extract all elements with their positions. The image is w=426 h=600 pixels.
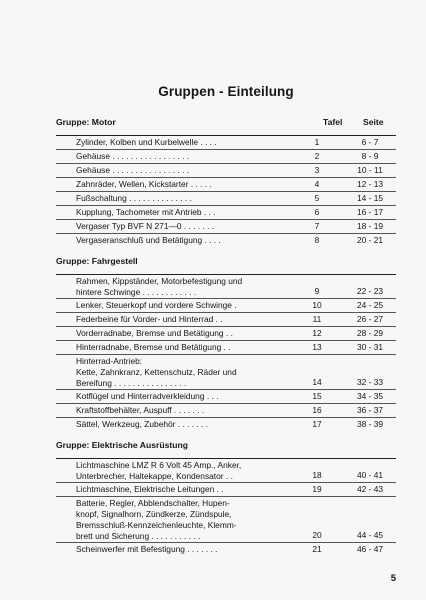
toc-page xyxy=(56,84,396,565)
entry-tafel: 16 xyxy=(312,405,322,415)
entry-seite: 18 - 19 xyxy=(356,221,384,231)
entry-title: Kraftstoffbehälter, Auspuff . . . . . . . xyxy=(76,405,205,415)
toc-entry xyxy=(56,342,396,354)
entry-divider xyxy=(56,417,396,418)
entry-divider xyxy=(56,354,396,355)
entry-title: Batterie, Regler, Abblendschalter, Hupen- knopf, Signalhorn, Zündkerze, Zündspule, Bremsschluß-Kennzeichenleuchte, Klemm- brett und Sicherung . . . . . . . . . . . xyxy=(76,498,237,541)
entry-tafel: 21 xyxy=(312,544,322,554)
entry-divider xyxy=(56,496,396,497)
toc-group xyxy=(56,117,396,247)
entry-divider xyxy=(56,163,396,164)
toc-entry xyxy=(56,193,396,205)
entry-seite: 14 - 15 xyxy=(356,193,384,203)
entry-title: Sättel, Werkzeug, Zubehör . . . . . . . xyxy=(76,419,209,429)
group-header xyxy=(56,440,396,453)
entry-divider xyxy=(56,177,396,178)
entry-seite: 28 - 29 xyxy=(356,328,384,338)
page-number: 5 xyxy=(390,573,396,584)
entry-title: Hinterradnabe, Bremse und Betätigung . . xyxy=(76,342,231,352)
entry-tafel: 12 xyxy=(312,328,322,338)
entry-seite: 40 - 41 xyxy=(356,470,384,480)
entry-title: Gehäuse . . . . . . . . . . . . . . . . . xyxy=(76,151,190,161)
entry-title: Kupplung, Tachometer mit Antrieb . . . xyxy=(76,207,216,217)
entry-tafel: 5 xyxy=(314,193,320,203)
entry-divider xyxy=(56,274,396,275)
entry-divider xyxy=(56,298,396,299)
entry-title: Lichtmaschine LMZ R 6 Volt 45 Amp., Anker, Unterbrecher, Haltekappe, Kondensator . . xyxy=(76,460,242,481)
entry-tafel: 17 xyxy=(312,419,322,429)
entry-tafel: 18 xyxy=(312,470,322,480)
entry-title: Hinterrad-Antrieb: Kette, Zahnkranz, Kettenschutz, Räder und Bereifung . . . . . . . . . . . . . . . . xyxy=(76,356,237,388)
entry-divider xyxy=(56,389,396,390)
page-title: Gruppen - Einteilung xyxy=(158,84,294,99)
toc-entry xyxy=(56,544,396,556)
entry-seite: 46 - 47 xyxy=(356,544,384,554)
entry-title: Gehäuse . . . . . . . . . . . . . . . . . xyxy=(76,165,190,175)
entry-title: Zahnräder, Wellen, Kickstarter . . . . . xyxy=(76,179,212,189)
entry-tafel: 1 xyxy=(314,137,320,147)
entry-tafel: 19 xyxy=(312,484,322,494)
entry-divider xyxy=(56,191,396,192)
toc-entry xyxy=(56,179,396,191)
toc-entry xyxy=(56,314,396,326)
entry-seite: 34 - 35 xyxy=(356,391,384,401)
group-header xyxy=(56,117,396,130)
entry-divider xyxy=(56,542,396,543)
entry-tafel: 3 xyxy=(314,165,320,175)
entry-seite: 42 - 43 xyxy=(356,484,384,494)
toc-entry xyxy=(56,276,396,298)
toc-entry xyxy=(56,207,396,219)
entry-title: Scheinwerfer mit Befestigung . . . . . . . xyxy=(76,544,218,554)
entry-seite: 8 - 9 xyxy=(361,151,379,161)
entry-title: Lichtmaschine, Elektrische Leitungen . . xyxy=(76,484,224,494)
entry-seite: 24 - 25 xyxy=(356,300,384,310)
entry-divider xyxy=(56,233,396,234)
entry-seite: 6 - 7 xyxy=(361,137,379,147)
entry-tafel: 11 xyxy=(312,314,322,324)
entry-divider xyxy=(56,340,396,341)
entry-title: Vergaser Typ BVF N 271—0 . . . . . . . xyxy=(76,221,215,231)
toc-entry xyxy=(56,235,396,247)
toc-entry xyxy=(56,221,396,233)
toc-group xyxy=(56,440,396,556)
toc-entry xyxy=(56,484,396,496)
toc-entry xyxy=(56,356,396,389)
entry-seite: 10 - 11 xyxy=(357,165,383,175)
entry-divider xyxy=(56,219,396,220)
entry-seite: 32 - 33 xyxy=(356,377,384,387)
toc-entry xyxy=(56,165,396,177)
group-header xyxy=(56,256,396,269)
entry-title: Rahmen, Kippständer, Motorbefestigung und hintere Schwinge . . . . . . . . . . . . xyxy=(76,276,243,297)
entry-tafel: 8 xyxy=(314,235,320,245)
entry-tafel: 7 xyxy=(314,221,320,231)
toc-group xyxy=(56,256,396,431)
entry-seite: 20 - 21 xyxy=(356,235,384,245)
entry-divider xyxy=(56,312,396,313)
entry-tafel: 14 xyxy=(312,377,322,387)
toc-entry xyxy=(56,460,396,482)
group-name: Gruppe: Motor xyxy=(56,117,116,127)
entry-title: Vorderradnabe, Bremse und Betätigung . . xyxy=(76,328,233,338)
entry-title: Zylinder, Kolben und Kurbelwelle . . . . xyxy=(76,137,217,147)
entry-title: Lenker, Steuerkopf und vordere Schwinge . xyxy=(76,300,237,310)
toc-entry xyxy=(56,419,396,431)
entry-seite: 30 - 31 xyxy=(356,342,384,352)
entry-tafel: 2 xyxy=(314,151,320,161)
entry-divider xyxy=(56,326,396,327)
group-name: Gruppe: Elektrische Ausrüstung xyxy=(56,440,188,450)
entry-divider xyxy=(56,458,396,459)
entry-tafel: 13 xyxy=(312,342,322,352)
entry-tafel: 9 xyxy=(314,286,320,296)
entry-seite: 22 - 23 xyxy=(356,286,384,296)
entry-title: Fußschaltung . . . . . . . . . . . . . . xyxy=(76,193,192,203)
entry-seite: 44 - 45 xyxy=(356,530,384,540)
entry-tafel: 20 xyxy=(312,530,322,540)
toc-entry xyxy=(56,137,396,149)
toc-entry xyxy=(56,391,396,403)
entry-tafel: 15 xyxy=(312,391,322,401)
toc-entry xyxy=(56,151,396,163)
group-list xyxy=(56,117,396,556)
toc-entry xyxy=(56,405,396,417)
entry-seite: 26 - 27 xyxy=(356,314,384,324)
entry-divider xyxy=(56,149,396,150)
entry-title: Federbeine für Vorder- und Hinterrad . . xyxy=(76,314,223,324)
toc-entry xyxy=(56,498,396,542)
group-name: Gruppe: Fahrgestell xyxy=(56,256,138,266)
entry-seite: 12 - 13 xyxy=(356,179,384,189)
entry-title: Vergaseranschluß und Betätigung . . . . xyxy=(76,235,221,245)
entry-title: Kotflügel und Hinterradverkleidung . . . xyxy=(76,391,219,401)
entry-divider xyxy=(56,135,396,136)
column-header-tafel: Tafel xyxy=(323,117,343,127)
entry-tafel: 4 xyxy=(314,179,320,189)
toc-entry xyxy=(56,300,396,312)
entry-seite: 38 - 39 xyxy=(356,419,384,429)
entry-divider xyxy=(56,403,396,404)
entry-seite: 16 - 17 xyxy=(356,207,384,217)
toc-entry xyxy=(56,328,396,340)
entry-seite: 36 - 37 xyxy=(356,405,384,415)
entry-divider xyxy=(56,205,396,206)
entry-divider xyxy=(56,482,396,483)
column-header-seite: Seite xyxy=(363,117,384,127)
entry-tafel: 6 xyxy=(314,207,320,217)
entry-tafel: 10 xyxy=(312,300,322,310)
